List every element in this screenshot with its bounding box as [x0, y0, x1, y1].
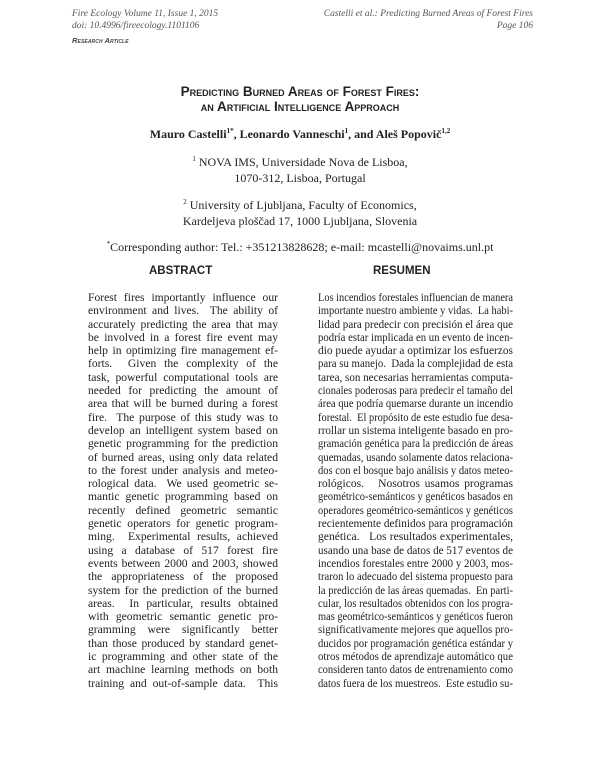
abstract-line-text: using a database of 517 forest fire: [88, 543, 278, 557]
abstract-line-text: with geometric semantic genetic pro-: [88, 610, 278, 624]
resumen-line: [318, 637, 513, 650]
resumen-line: [318, 451, 513, 464]
aff-line: NOVA IMS, Universidade Nova de Lisboa,: [195, 155, 408, 169]
abstract-line-text: environment and lives. The ability of: [88, 304, 278, 318]
resumen-line: [318, 597, 513, 610]
abstract-line: [88, 437, 278, 450]
abstract-line-text: help in optimizing fire management ef-: [88, 344, 278, 358]
abstract-line: [88, 344, 278, 357]
abstract-line-text: events between 2000 and 2003, showed: [88, 556, 278, 570]
author-name: Mauro Castelli: [149, 127, 227, 141]
resumen-line: [318, 650, 513, 663]
resumen-line-text: operadores geométrico-semánticos y genéticos: [318, 503, 513, 517]
abstract-line: [88, 490, 278, 503]
abstract-line: [88, 584, 278, 597]
resumen-line-text: dio puede ayudar a optimizar los esfuerzos: [318, 344, 513, 358]
abstract-line: [88, 357, 278, 370]
resumen-line: [318, 331, 513, 344]
resumen-line-text: la predicción de las áreas quemadas. En parti-: [318, 583, 513, 597]
corr-sup: *: [106, 240, 111, 248]
resumen-line-text: forestal. El propósito de este estudio fue desa-: [318, 410, 513, 424]
corresponding-author: [0, 237, 600, 256]
resumen-line: [318, 397, 513, 410]
abstract-line-text: to the forest under analysis and meteo-: [88, 463, 278, 477]
abstract-line: [88, 663, 278, 676]
abstract-line: [88, 464, 278, 477]
resumen-line-text: recientemente definidos para programación: [318, 517, 513, 531]
abstract-line: [88, 677, 278, 690]
abstract-line-text: genetic programming for the prediction: [88, 437, 278, 451]
resumen-body: [318, 291, 513, 690]
abstract-line: [88, 637, 278, 650]
abstract-line-text: ic programming and other state of the: [88, 650, 278, 664]
abstract-line-text: the appropriateness of the proposed: [88, 570, 278, 584]
resumen-line-text: mas geométrico-semánticos y genéticos fueron: [318, 610, 513, 624]
abstract-line-text: needed for predicting the amount of: [88, 384, 278, 398]
abstract-line: [88, 517, 278, 530]
resumen-line: [318, 663, 513, 676]
abstract-line: [88, 451, 278, 464]
resumen-line: [318, 371, 513, 384]
resumen-line: [318, 530, 513, 543]
paper-title: [0, 84, 600, 114]
abstract-line-text: Forest fires importantly influence our: [88, 291, 278, 304]
abstract-line-text: training and out-of-sample data. This: [88, 676, 278, 690]
abstract-line: [88, 318, 278, 331]
author-list: [0, 127, 600, 142]
resumen-line: [318, 504, 513, 517]
resumen-line-text: usando una base de datos de 517 eventos de: [318, 543, 513, 557]
page-number: Page 106: [496, 21, 533, 31]
resumen-line-text: rológicos. Nosotros usamos programas: [318, 477, 513, 491]
title-line-2: an Artificial Intelligence Approach: [200, 99, 400, 114]
resumen-line: [318, 424, 513, 437]
resumen-line: [318, 677, 513, 690]
resumen-line-text: consideren tanto datos de entrenamiento como: [318, 663, 513, 677]
abstract-line-text: ming. Experimental results, achieved: [88, 530, 278, 544]
resumen-line: [318, 291, 513, 304]
abstract-line-text: art machine learning methods on both: [88, 663, 278, 677]
corr-text: Corresponding author: Tel.: +351213828628; e-mail: mcastelli@novaims.unl.pt: [110, 240, 494, 254]
abstract-line: [88, 504, 278, 517]
abstract-line-text: than those produced by standard genet-: [88, 636, 278, 650]
abstract-line-text: system for the prediction of the burned: [88, 583, 278, 597]
resumen-line: [318, 517, 513, 530]
abstract-heading: ABSTRACT: [149, 265, 213, 277]
resumen-line-text: ducidos por programación genética estándar y: [318, 636, 513, 650]
resumen-line-text: quemadas, usando solamente datos relaciona-: [318, 450, 513, 464]
abstract-line-text: genetic operators for genetic program-: [88, 517, 278, 531]
running-title: Castelli et al.: Predicting Burned Areas of Forest Fires: [323, 9, 533, 19]
abstract-line: [88, 597, 278, 610]
resumen-line: [318, 490, 513, 503]
abstract-line-text: fire. The purpose of this study was to: [88, 410, 278, 424]
resumen-line: [318, 584, 513, 597]
aff-line: University of Ljubljana, Faculty of Economics,: [186, 198, 417, 212]
abstract-line: [88, 397, 278, 410]
resumen-line: [318, 318, 513, 331]
author-sup: 1,2: [441, 127, 451, 135]
resumen-line-text: área que podría quemarse durante un incendio: [318, 397, 513, 411]
abstract-line-text: gramming were significantly better: [88, 623, 278, 637]
aff-line: 1070-312, Lisboa, Portugal: [234, 170, 366, 185]
affiliation-2: [0, 195, 600, 229]
abstract-line-text: rological data. We used geometric se-: [88, 477, 278, 491]
author-name: , Leonardo Vanneschi: [233, 127, 345, 141]
resumen-line-text: otros métodos de aprendizaje automático que: [318, 650, 513, 664]
resumen-line: [318, 623, 513, 636]
abstract-line: [88, 544, 278, 557]
abstract-line-text: be involved in a forest fire event may: [88, 330, 278, 344]
abstract-line-text: mantic genetic programming based on: [88, 490, 278, 504]
resumen-line: [318, 384, 513, 397]
abstract-line: [88, 384, 278, 397]
resumen-line: [318, 464, 513, 477]
resumen-line-text: traron lo adecuado del sistema propuesto para: [318, 570, 513, 584]
resumen-line-text: gramación genética para la predicción de áreas: [318, 437, 513, 451]
abstract-line: [88, 650, 278, 663]
running-header: [324, 8, 533, 32]
abstract-line-text: accurately predicting the area that may: [88, 317, 278, 331]
abstract-line-text: task, powerful computational tools are: [88, 370, 278, 384]
aff-sup: 2: [183, 198, 187, 206]
abstract-line: [88, 424, 278, 437]
resumen-line-text: geométrico-semánticos y genéticos basados en: [318, 490, 513, 504]
abstract-line: [88, 411, 278, 424]
journal-header: [72, 8, 218, 32]
abstract-line: [88, 557, 278, 570]
resumen-line: [318, 304, 513, 317]
abstract-line: [88, 304, 278, 317]
resumen-line: [318, 477, 513, 490]
resumen-line-text: significativamente mejores que aquellos pro-: [318, 623, 513, 637]
abstract-line-text: areas. In particular, results obtained: [88, 596, 278, 610]
affiliation-1: [0, 152, 600, 186]
abstract-line-text: of burned areas, using only data related: [88, 450, 278, 464]
resumen-line: [318, 544, 513, 557]
resumen-line: [318, 357, 513, 370]
journal-info: Fire Ecology Volume 11, Issue 1, 2015: [72, 9, 219, 19]
resumen-line-text: tarea, son necesarias herramientas computa-: [318, 370, 513, 384]
resumen-line-text: podría estar implicada en un evento de incen-: [318, 330, 513, 344]
resumen-line-text: cular, los resultados obtenidos con los progra-: [318, 596, 513, 610]
resumen-line-text: importante nuestro ambiente y vidas. La habi-: [318, 304, 513, 318]
resumen-line-text: para su manejo. Dada la complejidad de esta: [318, 357, 513, 371]
resumen-line: [318, 570, 513, 583]
resumen-line-text: lidad para predecir con precisión el área que: [318, 317, 513, 331]
aff-line: Kardeljeva ploščad 17, 1000 Ljubljana, Slovenia: [182, 213, 418, 228]
resumen-line-text: incendios forestales entre 2000 y 2003, mos-: [318, 556, 513, 570]
abstract-line-text: recently defined geometric semantic: [88, 503, 278, 517]
aff-sup: 1: [192, 155, 196, 163]
resumen-line-text: rrollar un sistema inteligente basado en pro-: [318, 423, 513, 437]
resumen-heading: RESUMEN: [373, 265, 431, 277]
abstract-body: [88, 291, 278, 690]
abstract-line: [88, 623, 278, 636]
author-name: , and Aleš Popovič: [348, 127, 442, 141]
resumen-line: [318, 344, 513, 357]
resumen-line-text: dos con el bosque bajo análisis y datos meteo-: [318, 463, 513, 477]
resumen-line: [318, 411, 513, 424]
abstract-line: [88, 530, 278, 543]
author-sup: 1: [344, 127, 349, 135]
abstract-line: [88, 477, 278, 490]
resumen-line: [318, 557, 513, 570]
abstract-line: [88, 371, 278, 384]
resumen-line: [318, 610, 513, 623]
author-sup: 1*: [226, 127, 234, 135]
resumen-line-text: datos fuera de los muestreos. Este estudio su-: [318, 676, 513, 690]
title-line-1: Predicting Burned Areas of Forest Fires:: [180, 84, 420, 99]
abstract-line: [88, 610, 278, 623]
abstract-line: [88, 570, 278, 583]
abstract-line-text: develop an intelligent system based on: [88, 423, 278, 437]
abstract-line-text: area that will be burned during a forest: [88, 397, 278, 411]
abstract-line-text: forts. Given the complexity of the: [88, 357, 278, 371]
resumen-line-text: Los incendios forestales influencian de manera: [318, 291, 513, 304]
resumen-line: [318, 437, 513, 450]
resumen-line-text: cionales poderosas para predecir el tamaño del: [318, 384, 513, 398]
abstract-line: [88, 291, 278, 304]
resumen-line-text: genética. Los resultados experimentales,: [318, 530, 513, 544]
doi: doi: 10.4996/fireecology.1101106: [72, 21, 200, 31]
abstract-line: [88, 331, 278, 344]
article-type: Research Article: [72, 36, 129, 45]
